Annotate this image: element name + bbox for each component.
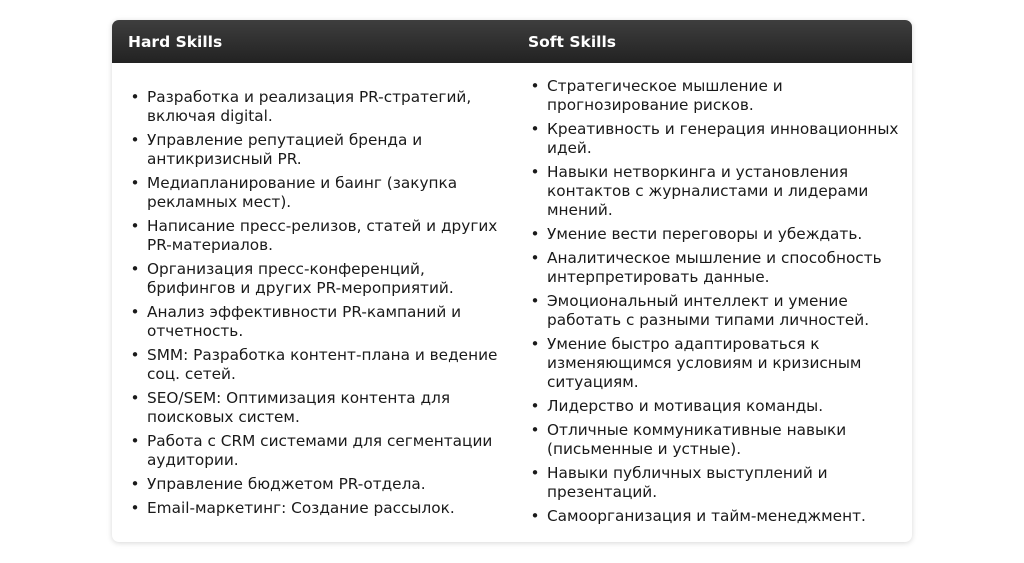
list-item: • SMM: Разработка контент-плана и ведение соц. сетей. <box>130 346 498 383</box>
list-item: • Управление бюджетом PR-отдела. <box>130 475 426 493</box>
list-item: • Умение быстро адаптироваться к изменяющимся условиям и кризисным ситуациям. <box>530 335 862 391</box>
list-item: • Работа с CRM системами для сегментации аудитории. <box>130 432 493 469</box>
bullet-icon: • <box>530 507 540 525</box>
bullet-icon: • <box>130 88 140 106</box>
bullet-icon: • <box>530 77 540 95</box>
header-soft-skills: Soft Skills <box>528 32 616 51</box>
list-item: • Разработка и реализация PR-стратегий, включая digital. <box>130 88 472 125</box>
list-item: • Навыки публичных выступлений и презентаций. <box>530 464 828 501</box>
bullet-icon: • <box>130 303 140 321</box>
bullet-icon: • <box>130 131 140 149</box>
list-item: • SEO/SEM: Оптимизация контента для поисковых систем. <box>130 389 451 426</box>
list-item: • Анализ эффективности PR-кампаний и отчетность. <box>130 303 462 340</box>
hard-skills-cell <box>112 63 512 531</box>
soft-skills-list <box>530 77 904 531</box>
table-body <box>112 63 912 531</box>
list-item: • Лидерство и мотивация команды. <box>530 397 824 415</box>
list-item: • Аналитическое мышление и способность интерпретировать данные. <box>530 249 882 286</box>
header-hard-skills: Hard Skills <box>128 32 223 51</box>
bullet-icon: • <box>130 499 140 517</box>
list-item: • Умение вести переговоры и убеждать. <box>530 225 863 243</box>
table-header <box>112 20 912 63</box>
list-item: • Эмоциональный интеллект и умение работать с разными типами личностей. <box>530 292 870 329</box>
bullet-icon: • <box>130 260 140 278</box>
bullet-icon: • <box>130 389 140 407</box>
bullet-icon: • <box>530 163 540 181</box>
skills-table <box>112 20 912 542</box>
bullet-icon: • <box>130 432 140 450</box>
bullet-icon: • <box>530 225 540 243</box>
bullet-icon: • <box>530 335 540 353</box>
list-item: • Навыки нетворкинга и установления контактов с журналистами и лидерами мнений. <box>530 163 869 219</box>
bullet-icon: • <box>530 464 540 482</box>
list-item: • Отличные коммуникативные навыки (письменные и устные). <box>530 421 847 458</box>
bullet-icon: • <box>530 120 540 138</box>
bullet-icon: • <box>130 217 140 235</box>
list-item: • Управление репутацией бренда и антикризисный PR. <box>130 131 423 168</box>
hard-skills-list <box>130 88 504 523</box>
list-item: • Email-маркетинг: Создание рассылок. <box>130 499 455 517</box>
bullet-icon: • <box>530 421 540 439</box>
soft-skills-cell <box>512 63 912 531</box>
bullet-icon: • <box>130 174 140 192</box>
list-item: • Медиапланирование и баинг (закупка рекламных мест). <box>130 174 458 211</box>
bullet-icon: • <box>130 475 140 493</box>
bullet-icon: • <box>530 292 540 310</box>
bullet-icon: • <box>530 397 540 415</box>
list-item: • Креативность и генерация инновационных идей. <box>530 120 899 157</box>
bullet-icon: • <box>130 346 140 364</box>
list-item: • Организация пресс-конференций, брифингов и других PR-мероприятий. <box>130 260 454 297</box>
list-item: • Самоорганизация и тайм-менеджмент. <box>530 507 866 525</box>
list-item: • Стратегическое мышление и прогнозирование рисков. <box>530 77 783 114</box>
list-item: • Написание пресс-релизов, статей и других PR-материалов. <box>130 217 498 254</box>
bullet-icon: • <box>530 249 540 267</box>
